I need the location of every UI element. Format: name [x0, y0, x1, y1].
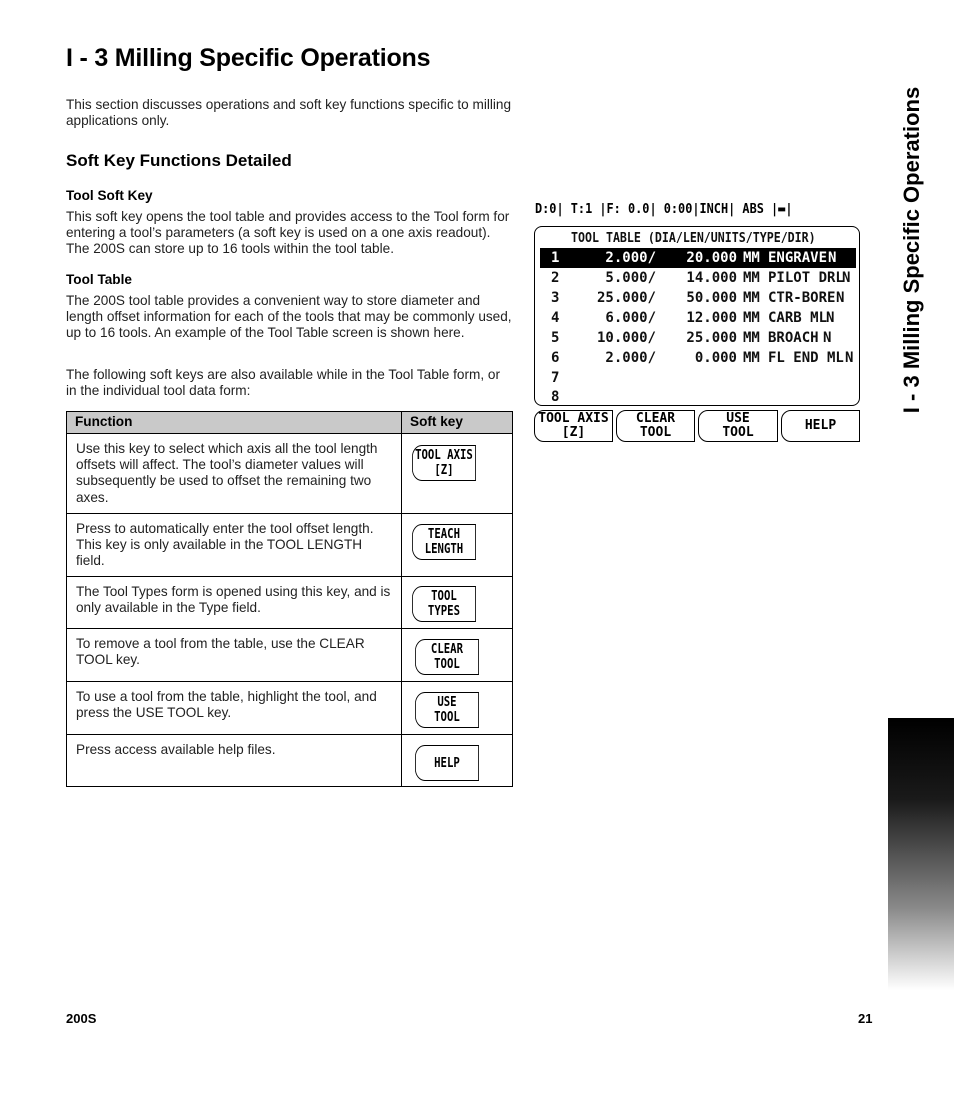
tool-direction: N — [836, 290, 845, 306]
function-text: The Tool Types form is opened using this key, and is only available in the Type field. — [67, 577, 402, 629]
dro-softkey-use-tool[interactable] — [698, 410, 778, 442]
tool-direction: N — [823, 330, 832, 346]
tool-length: 25.000 — [686, 330, 737, 346]
tool-diameter: 10.000/ — [596, 330, 656, 346]
function-text: To use a tool from the table, highlight the tool, and press the USE TOOL key. — [67, 682, 402, 735]
tool-unit: MM — [743, 290, 760, 306]
tool-unit: MM — [743, 250, 760, 266]
tool-diameter: 5.000/ — [605, 270, 656, 286]
tool-number: 6 — [551, 350, 560, 366]
tool-row-4[interactable] — [540, 308, 856, 328]
softkey-line-1: USE — [437, 695, 457, 710]
softkey-line-2: TOOL — [434, 710, 460, 725]
softkey-line-2: TOOL — [434, 657, 460, 672]
tool-table-heading: Tool Table — [66, 272, 132, 287]
tool-row-7[interactable] — [540, 368, 856, 388]
softkey-line-1: HELP — [804, 418, 837, 433]
footer-page-number: 21 — [858, 1011, 873, 1026]
footer-product: 200S — [66, 1011, 97, 1026]
tool-diameter: 25.000/ — [596, 290, 656, 306]
page-title: I - 3 Milling Specific Operations — [66, 44, 431, 72]
tool-type: BROACH — [768, 330, 819, 346]
tool-diameter: 2.000/ — [605, 350, 656, 366]
tool-type: CTR-BORE — [768, 290, 836, 306]
tool-length: 12.000 — [686, 310, 737, 326]
tool-number: 7 — [551, 370, 560, 386]
softkey-line-1: CLEAR — [635, 411, 676, 426]
tool-axis-softkey[interactable] — [412, 445, 476, 481]
function-text: Use this key to select which axis all the tool length offsets will affect. The tool’s diameter values will subsequently be used to offset the remaining two axes. — [67, 434, 402, 514]
tool-row-1[interactable] — [540, 248, 856, 268]
tool-table-text-2: The following soft keys are also available while in the Tool Table form, or in the individual tool data form: — [66, 367, 500, 399]
softkey-line-1: TEACH — [427, 527, 461, 542]
teach-length-softkey[interactable] — [412, 524, 476, 560]
tool-length: 20.000 — [686, 250, 737, 266]
tool-direction: N — [828, 250, 837, 266]
header-function: Function — [67, 412, 402, 434]
tool-row-3[interactable] — [540, 288, 856, 308]
tool-row-2[interactable] — [540, 268, 856, 288]
dro-status-bar: D:0| T:1 |F: 0.0| 0:00|INCH| ABS |▬| — [535, 201, 793, 217]
softkey-line-2: TOOL — [639, 425, 672, 440]
table-row — [67, 682, 513, 735]
function-text: Press to automatically enter the tool offset length. This key is only available in the TOOL LENGTH field. — [67, 514, 402, 577]
tool-row-8[interactable] — [540, 387, 856, 407]
dro-softkey-clear-tool[interactable] — [616, 410, 695, 442]
tool-unit: MM — [743, 330, 760, 346]
table-row — [67, 735, 513, 787]
softkey-line-1: CLEAR — [430, 642, 464, 657]
tool-number: 2 — [551, 270, 560, 286]
tool-number: 8 — [551, 389, 560, 405]
softkey-line-1: TOOL AXIS — [538, 411, 609, 426]
dro-softkey-tool-axis[interactable] — [534, 410, 613, 442]
function-text: Press access available help files. — [67, 735, 402, 787]
softkey-line-1: USE — [726, 411, 750, 426]
tool-number: 4 — [551, 310, 560, 326]
use-tool-softkey[interactable] — [415, 692, 479, 728]
tool-direction: N — [845, 350, 854, 366]
tool-soft-key-heading: Tool Soft Key — [66, 188, 153, 203]
function-table — [66, 411, 513, 787]
tool-direction: N — [826, 310, 835, 326]
side-tab-title: I - 3 Milling Specific Operations — [899, 86, 924, 414]
side-tab-gradient-block — [888, 718, 954, 990]
tool-number: 3 — [551, 290, 560, 306]
dro-softkey-help[interactable] — [781, 410, 860, 442]
intro-paragraph: This section discusses operations and soft key functions specific to milling applications only. — [66, 97, 512, 129]
tool-number: 1 — [551, 250, 560, 266]
clear-tool-softkey[interactable] — [415, 639, 479, 675]
dro-tool-table-screen — [534, 226, 860, 406]
tool-type: ENGRAVE — [768, 250, 828, 266]
softkey-line-2: TOOL — [722, 425, 754, 440]
table-header-row — [67, 412, 513, 434]
table-row — [67, 629, 513, 682]
softkey-line-2: [Z] — [434, 463, 454, 478]
table-row — [67, 577, 513, 629]
tool-number: 5 — [551, 330, 560, 346]
tool-type: CARB ML — [768, 310, 828, 326]
tool-length: 50.000 — [686, 290, 737, 306]
tool-soft-key-text: This soft key opens the tool table and provides access to the Tool form for entering a tool’s parameters (a soft key is used on a one axis readout). The 200S can store up to 16 tools within the tool table. — [66, 209, 510, 257]
tool-types-softkey[interactable] — [412, 586, 476, 622]
softkey-line-1: TOOL AXIS — [415, 448, 473, 463]
softkey-line-2: [Z] — [561, 425, 586, 440]
tool-unit: MM — [743, 270, 760, 286]
tool-row-6[interactable] — [540, 348, 856, 368]
softkey-line-1: TOOL — [431, 589, 457, 604]
softkey-line-2: TYPES — [427, 604, 461, 619]
table-row — [67, 514, 513, 577]
dro-table-header: TOOL TABLE (DIA/LEN/UNITS/TYPE/DIR) — [571, 230, 816, 246]
tool-diameter: 6.000/ — [605, 310, 656, 326]
tool-unit: MM — [743, 350, 760, 366]
header-soft-key: Soft key — [402, 412, 513, 434]
table-row — [67, 434, 513, 514]
softkey-line-2: LENGTH — [424, 542, 464, 557]
function-text: To remove a tool from the table, use the CLEAR TOOL key. — [67, 629, 402, 682]
tool-unit: MM — [743, 310, 760, 326]
section-subtitle: Soft Key Functions Detailed — [66, 151, 292, 170]
tool-direction: N — [842, 270, 851, 286]
help-softkey[interactable] — [415, 745, 479, 781]
softkey-line-1: HELP — [434, 755, 460, 771]
tool-type: FL END ML — [768, 350, 844, 366]
tool-table-text: The 200S tool table provides a convenient way to store diameter and length offset information for each of the tools that may be commonly used, up to 16 tools. An example of the Tool Table screen is shown here. — [66, 293, 512, 341]
tool-row-5[interactable] — [540, 328, 856, 348]
tool-type: PILOT DRL — [768, 270, 844, 286]
tool-length: 14.000 — [686, 270, 737, 286]
tool-diameter: 2.000/ — [605, 250, 656, 266]
tool-length: 0.000 — [694, 350, 737, 366]
